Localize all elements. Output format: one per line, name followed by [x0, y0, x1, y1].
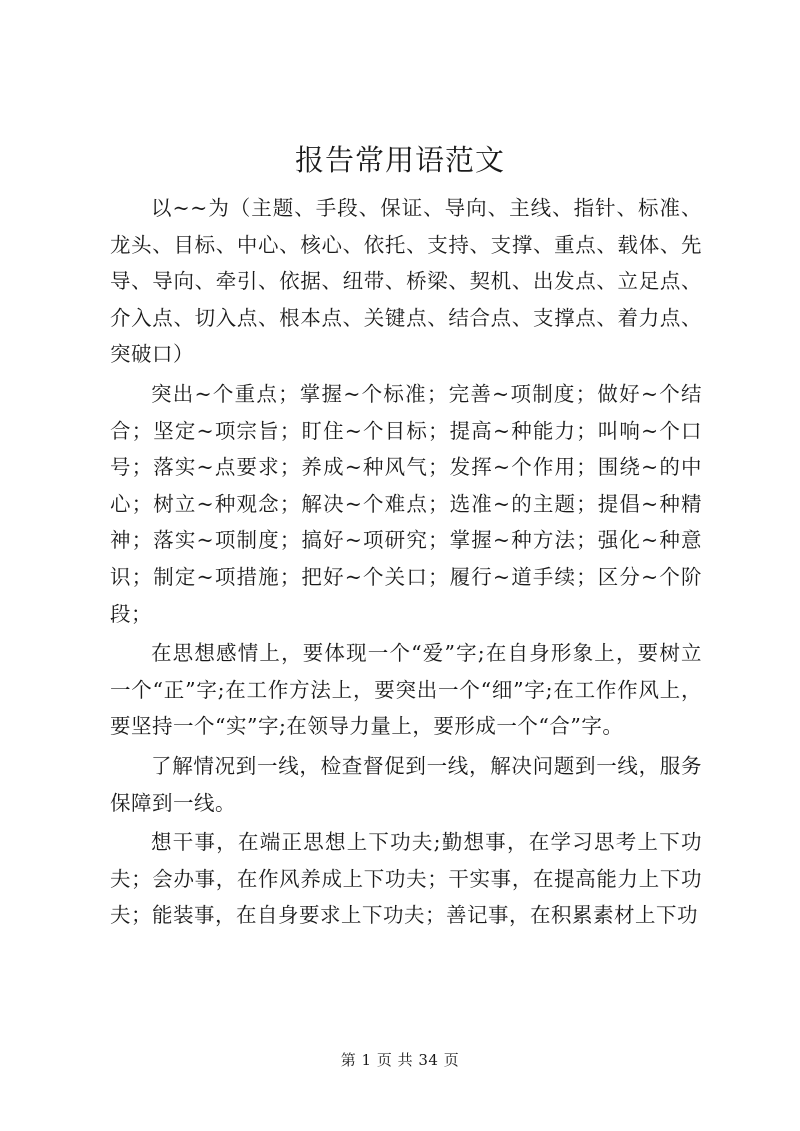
document-body — [110, 190, 702, 937]
page-footer: 第 1 页 共 34 页 — [340, 1051, 460, 1069]
document-title: 报告常用语范文 — [294, 143, 505, 177]
paragraph-3: 在思想感情上，要体现一个“爱”字;在自身形象上，要树立一个“正”字;在工作方法上，要突出一个“细”字;在工作作风上，要坚持一个“实”字;在领导力量上，要形成一个“合”字。 — [110, 641, 702, 739]
paragraph-4: 了解情况到一线，检查督促到一线，解决问题到一线，服务保障到一线。 — [110, 753, 702, 815]
paragraph-1: 以~~为（主题、手段、保证、导向、主线、指针、标准、龙头、目标、中心、核心、依托、支持、支撑、重点、载体、先导、导向、牵引、依据、纽带、桥梁、契机、出发点、立足点、介入点、切入点、根本点、关键点、结合点、支撑点、着力点、突破口） — [110, 196, 702, 367]
paragraph-5: 想干事，在端正思想上下功夫;勤想事，在学习思考上下功夫；会办事，在作风养成上下功夫；干实事，在提高能力上下功夫；能装事，在自身要求上下功夫；善记事，在积累素材上下功 — [110, 830, 702, 928]
paragraph-2: 突出~个重点；掌握~个标准；完善~项制度；做好~个结合；坚定~项宗旨；盯住~个目标；提高~种能力；叫响~个口号；落实~点要求；养成~种风气；发挥~个作用；围绕~的中心；树立~种观念；解决~个难点；选准~的主题；提倡~种精神；落实~项制度；搞好~项研究；掌握~种方法；强化~种意识；制定~项措施；把好~个关口；履行~道手续；区分~个阶段； — [110, 381, 702, 626]
